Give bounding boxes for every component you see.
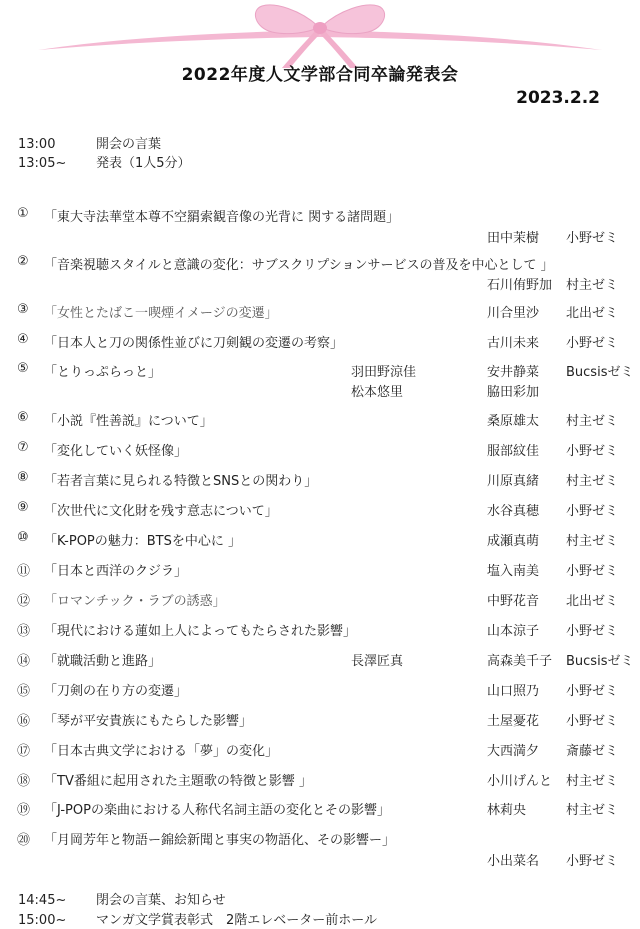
seminar-name: 北出ゼミ — [566, 306, 619, 321]
seminar-name: 村主ゼミ — [566, 414, 619, 429]
author-name: 成瀬真萌 — [487, 534, 540, 549]
seminar-name: 斎藤ゼミ — [566, 744, 619, 759]
author-name: 塩入南美 — [487, 564, 540, 579]
presentation-title: 「若者言葉に見られる特徴とSNSとの関わり」 — [44, 474, 318, 489]
presentation-title: 「就職活動と進路」 — [44, 654, 162, 669]
schedule-text: 開会の言葉 — [96, 137, 162, 152]
seminar-name: 小野ゼミ — [566, 714, 619, 729]
presentation-row — [0, 440, 640, 460]
author-name: 川合里沙 — [487, 306, 540, 321]
presentation-number: ⑤ — [17, 361, 29, 376]
seminar-name: 村主ゼミ — [566, 534, 619, 549]
presentation-number: ④ — [17, 332, 29, 347]
presentation-title: 「女性とたばこ一喫煙イメージの変遷」 — [44, 306, 278, 321]
seminar-name: Bucsisゼミ — [566, 365, 634, 380]
presentation-number: ⑮ — [17, 684, 31, 699]
presentation-title: 「TV番組に起用された主題歌の特徴と影響 」 — [44, 774, 312, 789]
presentation-row — [0, 740, 640, 760]
presentation-row — [0, 829, 640, 869]
presentation-row — [0, 206, 640, 246]
schedule-item — [18, 133, 161, 152]
author-name: 脇田彩加 — [487, 385, 540, 400]
schedule-time: 15:00~ — [18, 913, 67, 928]
schedule-text: 発表（1人5分） — [96, 156, 191, 171]
presentation-number: ① — [17, 206, 29, 221]
presentation-title: 「刀剣の在り方の変遷」 — [44, 684, 188, 699]
author-name: 林莉央 — [487, 803, 527, 818]
schedule-item — [18, 889, 226, 908]
seminar-name: 小野ゼミ — [566, 444, 619, 459]
author-name: 桑原雄太 — [487, 414, 540, 429]
event-date: 2023.2.2 — [516, 88, 600, 108]
presentation-row — [0, 530, 640, 550]
presentation-title: 「東大寺法華堂本尊不空羂索観音像の光背に 関する諸問題」 — [44, 210, 400, 225]
author-name: 土屋憂花 — [487, 714, 540, 729]
schedule-item — [18, 909, 377, 928]
author-name: 川原真緒 — [487, 474, 540, 489]
author-name: 小川げんと — [487, 774, 553, 789]
presentation-number: ⑫ — [17, 594, 31, 609]
page-title: 2022年度人文学部合同卒論発表会 — [181, 65, 459, 85]
presentation-number: ⑱ — [17, 774, 31, 789]
presentation-row — [0, 770, 640, 790]
coauthor-name: 長澤匠真 — [351, 654, 404, 669]
author-name: 古川未来 — [487, 336, 540, 351]
presentation-row — [0, 710, 640, 730]
presentation-row — [0, 799, 640, 819]
schedule-text: マンガ文学賞表彰式 2階エレベーター前ホール — [96, 913, 378, 928]
presentation-row — [0, 332, 640, 352]
presentation-row — [0, 620, 640, 640]
presentation-title: 「ロマンチック・ラブの誘惑」 — [44, 594, 226, 609]
author-name: 安井静菜 — [487, 365, 540, 380]
presentation-number: ③ — [17, 302, 29, 317]
presentation-title: 「次世代に文化財を残す意志について」 — [44, 504, 278, 519]
presentation-title: 「とりっぷらっと」 — [44, 365, 162, 380]
presentation-number: ⑰ — [17, 744, 31, 759]
presentation-row — [0, 560, 640, 580]
presentation-number: ⑧ — [17, 470, 29, 485]
seminar-name: 村主ゼミ — [566, 803, 619, 818]
seminar-name: 北出ゼミ — [566, 594, 619, 609]
presentation-number: ⑪ — [17, 564, 31, 579]
presentation-row — [0, 302, 640, 322]
presentation-number: ⑨ — [17, 500, 29, 515]
presentation-title: 「音楽視聴スタイルと意識の変化：サブスクリプションサービスの普及を中心として 」 — [44, 258, 554, 273]
presentation-row — [0, 590, 640, 610]
seminar-name: 小野ゼミ — [566, 854, 619, 869]
schedule-text: 閉会の言葉、お知らせ — [96, 893, 226, 908]
seminar-name: Bucsisゼミ — [566, 654, 634, 669]
seminar-name: 小野ゼミ — [566, 684, 619, 699]
author-name: 山口照乃 — [487, 684, 540, 699]
seminar-name: 村主ゼミ — [566, 474, 619, 489]
presentation-title: 「月岡芳年と物語ー錦絵新聞と事実の物語化、その影響ー」 — [44, 833, 396, 848]
author-name: 水谷真穂 — [487, 504, 540, 519]
presentation-title: 「日本と西洋のクジラ」 — [44, 564, 188, 579]
presentation-number: ⑭ — [17, 654, 31, 669]
schedule-time: 14:45~ — [18, 893, 67, 908]
author-name: 高森美千子 — [487, 654, 553, 669]
seminar-name: 小野ゼミ — [566, 624, 619, 639]
presentation-title: 「現代における蓮如上人によってもたらされた影響」 — [44, 624, 357, 639]
seminar-name: 小野ゼミ — [566, 336, 619, 351]
author-name: 石川侑野加 — [487, 278, 553, 293]
author-name: 服部紋佳 — [487, 444, 540, 459]
presentation-number: ② — [17, 254, 29, 269]
author-name: 中野花音 — [487, 594, 540, 609]
presentation-title: 「日本人と刀の関係性並びに刀剣観の変遷の考察」 — [44, 336, 344, 351]
seminar-name: 小野ゼミ — [566, 564, 619, 579]
presentation-row — [0, 470, 640, 490]
presentation-row — [0, 650, 640, 670]
seminar-name: 小野ゼミ — [566, 504, 619, 519]
presentation-title: 「日本古典文学における「夢」の変化」 — [44, 744, 279, 759]
presentation-title: 「琴が平安貴族にもたらした影響」 — [44, 714, 253, 729]
seminar-name: 小野ゼミ — [566, 231, 619, 246]
author-name: 大西満夕 — [487, 744, 540, 759]
presentation-number: ⑯ — [17, 714, 31, 729]
presentation-number: ⑦ — [17, 440, 29, 455]
presentation-title: 「小説『性善説』について」 — [44, 414, 213, 429]
schedule-time: 13:05~ — [18, 156, 67, 171]
author-name: 山本涼子 — [487, 624, 540, 639]
presentation-row — [0, 361, 640, 400]
coauthor-name: 羽田野涼佳 — [351, 365, 417, 380]
presentation-title: 「J-POPの楽曲における人称代名詞主語の変化とその影響」 — [44, 803, 390, 818]
author-name: 小出菜名 — [487, 854, 540, 869]
presentation-number: ⑳ — [17, 833, 31, 848]
presentation-row — [0, 680, 640, 700]
seminar-name: 村主ゼミ — [566, 774, 619, 789]
presentation-row — [0, 410, 640, 430]
presentation-title: 「K-POPの魅力：BTSを中心に 」 — [44, 534, 242, 549]
presentation-number: ⑥ — [17, 410, 29, 425]
presentation-row — [0, 500, 640, 520]
seminar-name: 村主ゼミ — [566, 278, 619, 293]
presentation-title: 「変化していく妖怪像」 — [44, 444, 188, 459]
schedule-item — [18, 152, 191, 171]
presentation-row — [0, 254, 640, 293]
author-name: 田中茉樹 — [487, 231, 540, 246]
coauthor-name: 松本悠里 — [351, 385, 404, 400]
presentation-number: ⑲ — [17, 803, 31, 818]
presentation-number: ⑬ — [17, 624, 31, 639]
presentation-number: ⑩ — [17, 530, 29, 545]
schedule-time: 13:00 — [18, 137, 56, 152]
